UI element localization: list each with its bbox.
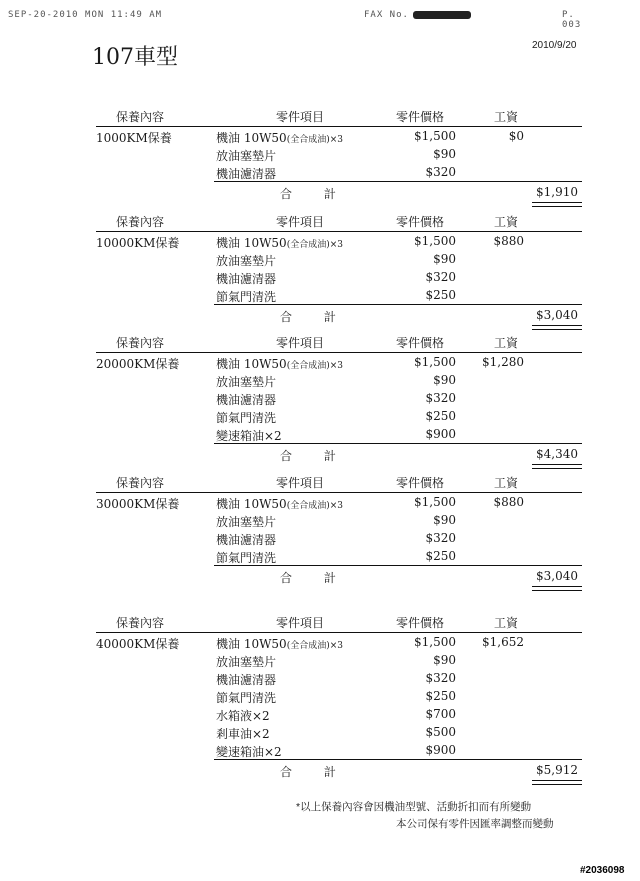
maintenance-section	[96, 332, 582, 464]
part-price: $90	[433, 373, 456, 387]
header-labor: 工資	[494, 215, 519, 229]
fax-label: FAX No.	[364, 10, 409, 20]
header-price: 零件價格	[396, 616, 445, 630]
total-double-underline	[532, 464, 582, 469]
part-price: $1,500	[414, 355, 456, 369]
labor-cost: $1,652	[482, 635, 524, 649]
header-item: 零件項目	[276, 476, 325, 490]
part-name	[216, 549, 276, 566]
redacted-number	[413, 11, 471, 19]
part-price: $90	[433, 513, 456, 527]
part-name	[216, 725, 270, 742]
fax-header	[8, 10, 582, 30]
table-row	[96, 723, 582, 741]
header-service: 保養內容	[116, 336, 165, 350]
page-title: 107車型	[92, 45, 178, 70]
note-line-1: *以上保養內容會因機油型號、活動折扣而有所變動	[296, 801, 532, 813]
table-row	[96, 163, 582, 181]
service-name: 10000KM保養	[96, 236, 180, 250]
maintenance-section	[96, 612, 582, 780]
total-row	[96, 760, 582, 780]
header-price: 零件價格	[396, 110, 445, 124]
part-name	[216, 427, 282, 444]
column-header-row	[96, 211, 582, 231]
table-row	[96, 511, 582, 529]
table-row	[96, 705, 582, 723]
part-name	[216, 531, 276, 548]
part-label: 機油 10W50	[216, 131, 287, 145]
part-name	[216, 653, 276, 670]
part-name	[216, 513, 276, 530]
labor-cost: $0	[508, 129, 524, 143]
total-label: 合 計	[280, 449, 350, 463]
service-name: 30000KM保養	[96, 497, 180, 511]
part-price: $700	[425, 707, 456, 721]
part-price: $320	[425, 165, 456, 179]
header-price: 零件價格	[396, 215, 445, 229]
part-label: 放油塞墊片	[216, 254, 277, 268]
header-item: 零件項目	[276, 110, 325, 124]
part-label: 變速箱油×2	[216, 429, 282, 443]
part-name	[216, 129, 343, 146]
part-price: $320	[425, 531, 456, 545]
table-row	[96, 286, 582, 304]
part-name	[216, 252, 276, 269]
document-date: 2010/9/20	[532, 40, 577, 51]
part-name	[216, 409, 276, 426]
header-service: 保養內容	[116, 616, 165, 630]
table-row	[96, 353, 582, 371]
total-double-underline	[532, 586, 582, 591]
part-price: $90	[433, 252, 456, 266]
header-labor: 工資	[494, 616, 519, 630]
part-label: 機油濾清器	[216, 393, 277, 407]
column-header-row	[96, 106, 582, 126]
part-name	[216, 495, 343, 512]
table-row	[96, 232, 582, 250]
fax-number	[364, 10, 471, 20]
part-label: 放油塞墊片	[216, 515, 277, 529]
part-price: $320	[425, 270, 456, 284]
document-stamp: #2036098	[580, 865, 625, 876]
part-price: $250	[425, 409, 456, 423]
part-label: 變速箱油×2	[216, 745, 282, 759]
part-label: 放油塞墊片	[216, 655, 277, 669]
table-row	[96, 371, 582, 389]
table-row	[96, 407, 582, 425]
part-note: (全合成油)×3	[286, 641, 343, 651]
table-row	[96, 250, 582, 268]
part-price: $1,500	[414, 635, 456, 649]
part-name	[216, 270, 276, 287]
table-row	[96, 127, 582, 145]
part-price: $500	[425, 725, 456, 739]
part-name	[216, 671, 276, 688]
note-line-2: 本公司保有零件因匯率調整而變動	[396, 818, 554, 830]
part-price: $1,500	[414, 495, 456, 509]
header-labor: 工資	[494, 476, 519, 490]
service-name: 1000KM保養	[96, 131, 172, 145]
maintenance-section	[96, 211, 582, 325]
total-label: 合 計	[280, 571, 350, 585]
part-price: $90	[433, 653, 456, 667]
total-double-underline	[532, 325, 582, 330]
total-label: 合 計	[280, 187, 350, 201]
table-row	[96, 493, 582, 511]
part-name	[216, 373, 276, 390]
column-header-row	[96, 332, 582, 352]
labor-cost: $880	[493, 495, 524, 509]
part-label: 機油 10W50	[216, 497, 287, 511]
total-value: $3,040	[536, 308, 578, 322]
table-row	[96, 741, 582, 759]
part-name	[216, 234, 343, 251]
part-label: 節氣門清洗	[216, 691, 277, 705]
table-row	[96, 669, 582, 687]
part-name	[216, 165, 276, 182]
labor-cost: $880	[493, 234, 524, 248]
table-row	[96, 268, 582, 286]
part-price: $900	[425, 743, 456, 757]
part-note: (全合成油)×3	[286, 240, 343, 250]
part-price: $1,500	[414, 129, 456, 143]
total-row	[96, 182, 582, 202]
header-service: 保養內容	[116, 215, 165, 229]
total-row	[96, 305, 582, 325]
maintenance-section	[96, 106, 582, 202]
part-price: $90	[433, 147, 456, 161]
total-value: $4,340	[536, 447, 578, 461]
labor-cost: $1,280	[482, 355, 524, 369]
part-label: 節氣門清洗	[216, 411, 277, 425]
total-row	[96, 444, 582, 464]
fax-timestamp: SEP-20-2010 MON 11:49 AM	[8, 10, 163, 20]
header-price: 零件價格	[396, 476, 445, 490]
part-price: $250	[425, 689, 456, 703]
part-name	[216, 355, 343, 372]
header-item: 零件項目	[276, 215, 325, 229]
part-price: $1,500	[414, 234, 456, 248]
table-row	[96, 651, 582, 669]
header-price: 零件價格	[396, 336, 445, 350]
part-label: 節氣門清洗	[216, 290, 277, 304]
table-row	[96, 389, 582, 407]
part-name	[216, 391, 276, 408]
header-item: 零件項目	[276, 336, 325, 350]
table-row	[96, 529, 582, 547]
total-row	[96, 566, 582, 586]
part-name	[216, 288, 276, 305]
maintenance-section	[96, 472, 582, 586]
part-price: $900	[425, 427, 456, 441]
header-service: 保養內容	[116, 110, 165, 124]
header-item: 零件項目	[276, 616, 325, 630]
part-name	[216, 147, 276, 164]
part-note: (全合成油)×3	[286, 361, 343, 371]
part-label: 機油濾清器	[216, 673, 277, 687]
part-note: (全合成油)×3	[286, 135, 343, 145]
header-labor: 工資	[494, 336, 519, 350]
total-double-underline	[532, 780, 582, 785]
part-name	[216, 635, 343, 652]
part-label: 剎車油×2	[216, 727, 270, 741]
part-label: 放油塞墊片	[216, 149, 277, 163]
part-price: $320	[425, 391, 456, 405]
part-name	[216, 743, 282, 760]
part-name	[216, 707, 270, 724]
part-note: (全合成油)×3	[286, 501, 343, 511]
part-label: 機油濾清器	[216, 272, 277, 286]
part-label: 機油 10W50	[216, 236, 287, 250]
total-value: $3,040	[536, 569, 578, 583]
table-row	[96, 425, 582, 443]
header-service: 保養內容	[116, 476, 165, 490]
service-name: 20000KM保養	[96, 357, 180, 371]
total-double-underline	[532, 202, 582, 207]
column-header-row	[96, 612, 582, 632]
service-name: 40000KM保養	[96, 637, 180, 651]
part-label: 機油 10W50	[216, 637, 287, 651]
total-value: $5,912	[536, 763, 578, 777]
total-value: $1,910	[536, 185, 578, 199]
table-row	[96, 633, 582, 651]
header-labor: 工資	[494, 110, 519, 124]
total-label: 合 計	[280, 310, 350, 324]
total-label: 合 計	[280, 765, 350, 779]
part-price: $250	[425, 288, 456, 302]
table-row	[96, 687, 582, 705]
part-price: $250	[425, 549, 456, 563]
fax-page-number: P. 003	[562, 10, 582, 30]
part-label: 放油塞墊片	[216, 375, 277, 389]
part-label: 機油濾清器	[216, 167, 277, 181]
table-row	[96, 547, 582, 565]
column-header-row	[96, 472, 582, 492]
part-price: $320	[425, 671, 456, 685]
part-label: 節氣門清洗	[216, 551, 277, 565]
table-row	[96, 145, 582, 163]
part-label: 水箱液×2	[216, 709, 270, 723]
part-label: 機油濾清器	[216, 533, 277, 547]
part-name	[216, 689, 276, 706]
part-label: 機油 10W50	[216, 357, 287, 371]
